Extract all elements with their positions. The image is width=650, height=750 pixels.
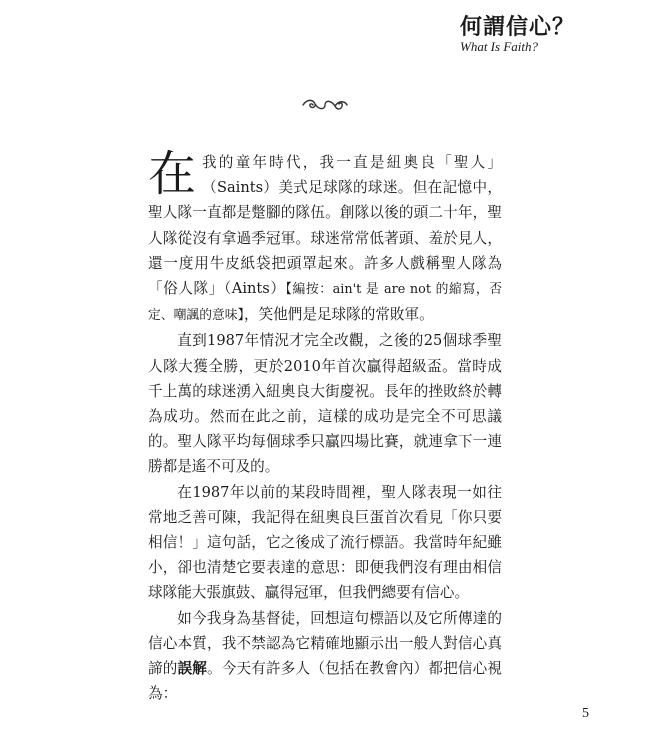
chapter-title-chinese: 何謂信心？ — [459, 15, 575, 40]
main-text — [148, 146, 503, 706]
paragraph-1-text-a: 我的童年時代，我一直是紐奧良「聖人」（Saints）美式足球隊的球迷。但在記憶中，聖人隊一直都是蹩腳的隊伍。創隊以後的頭二十年，聖人隊從沒有拿過季冠軍。球迷常常低著頭、羞於見人，還一度用牛皮紙袋把頭罩起來。許多人戲稱聖人隊為「俗人隊」（Aints） — [148, 154, 502, 298]
paragraph-4-text-a: 如今我身為基督徒，回想這句標語以及它所傳達的信心本質，我不禁認為它精確地顯示出一般人對信心真諦的 — [148, 609, 502, 678]
paragraph-1 — [148, 146, 503, 328]
swirl-ornament-icon — [301, 96, 349, 114]
running-header — [460, 14, 575, 54]
paragraph-3: 在1987年以前的某段時間裡，聖人隊表現一如往常地乏善可陳，我記得在紐奧良巨蛋首次看見「你只要相信！」這句話，它之後成了流行標語。我當時年紀雖小，卻也清楚它要表達的意思：即便我們沒有理由相信球隊能大張旗鼓、贏得冠軍，但我們總要有信心。 — [148, 483, 502, 602]
editor-note: 【編按：ain't 是 are not 的縮寫，否定、嘲諷的意味】 — [148, 282, 503, 324]
chapter-title-english: What Is Faith? — [459, 39, 538, 54]
paragraph-1-text-b: ，笑他們是足球隊的常敗軍。 — [243, 306, 434, 324]
drop-cap: 在 — [148, 146, 197, 202]
paragraph-4 — [148, 606, 502, 707]
paragraph-4-text-b: 。今天有許多人（包括在教會內）都把信心視為： — [148, 660, 502, 703]
emphasis-word: 誤解 — [177, 660, 208, 678]
page-number: 5 — [582, 706, 589, 721]
paragraph-2: 直到1987年情況才完全改觀，之後的25個球季聖人隊大獲全勝，更於2010年首次贏得超級盃。當時成千上萬的球迷湧入紐奧良大街慶祝。長年的挫敗終於轉為成功。然而在此之前，這樣的成功是完全不可思議的。聖人隊平均每個球季只贏四場比賽，就連拿下一連勝都是遙不可及的。 — [148, 332, 502, 476]
